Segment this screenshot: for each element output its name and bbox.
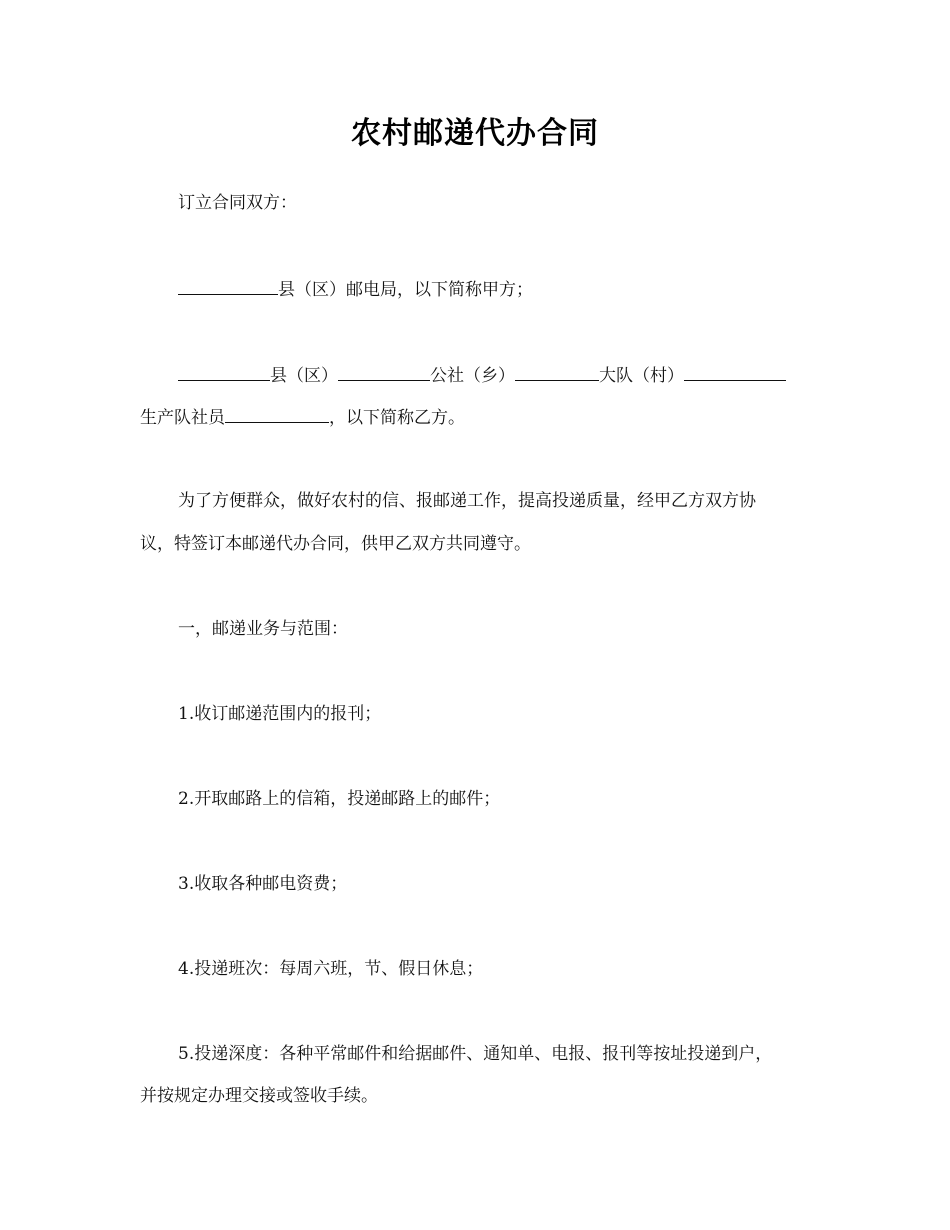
section-1-item-1: 1.收订邮递范围内的报刊； xyxy=(178,704,382,724)
party-b-brigade-label: 大队（村） xyxy=(599,366,684,386)
party-b-line-2 xyxy=(140,404,465,430)
party-a-county-blank xyxy=(178,276,278,295)
section-1-item-3: 3.收取各种邮电资费； xyxy=(178,874,348,894)
party-b-line-1 xyxy=(178,362,786,388)
party-b-commune-label: 公社（乡） xyxy=(430,366,515,386)
party-b-team-blank xyxy=(684,362,786,381)
party-b-county-label: 县（区） xyxy=(270,366,338,386)
party-b-member-label: 生产队社员 xyxy=(140,408,225,428)
section-1-item-2: 2.开取邮路上的信箱，投递邮路上的邮件； xyxy=(178,789,501,809)
preamble-line-1: 为了方便群众，做好农村的信、报邮递工作，提高投递质量，经甲乙方双方协 xyxy=(178,491,756,511)
party-a-line xyxy=(178,276,533,302)
section-1-item-4: 4.投递班次：每周六班，节、假日休息； xyxy=(178,959,484,979)
parties-heading: 订立合同双方： xyxy=(178,193,297,213)
party-b-brigade-blank xyxy=(515,362,599,381)
party-b-county-blank xyxy=(178,362,270,381)
party-a-text: 县（区）邮电局，以下简称甲方； xyxy=(278,280,533,300)
party-b-name-blank xyxy=(225,404,329,423)
document-title: 农村邮递代办合同 xyxy=(351,116,599,151)
party-b-commune-blank xyxy=(338,362,430,381)
preamble-line-2: 议，特签订本邮递代办合同，供甲乙双方共同遵守。 xyxy=(140,534,531,554)
section-1-item-5-line-2: 并按规定办理交接或签收手续。 xyxy=(140,1086,378,1106)
section-1-heading: 一，邮递业务与范围： xyxy=(178,619,348,639)
party-b-text: ，以下简称乙方。 xyxy=(329,408,465,428)
section-1-item-5-line-1: 5.投递深度：各种平常邮件和给据邮件、通知单、电报、报刊等按址投递到户， xyxy=(178,1044,773,1064)
